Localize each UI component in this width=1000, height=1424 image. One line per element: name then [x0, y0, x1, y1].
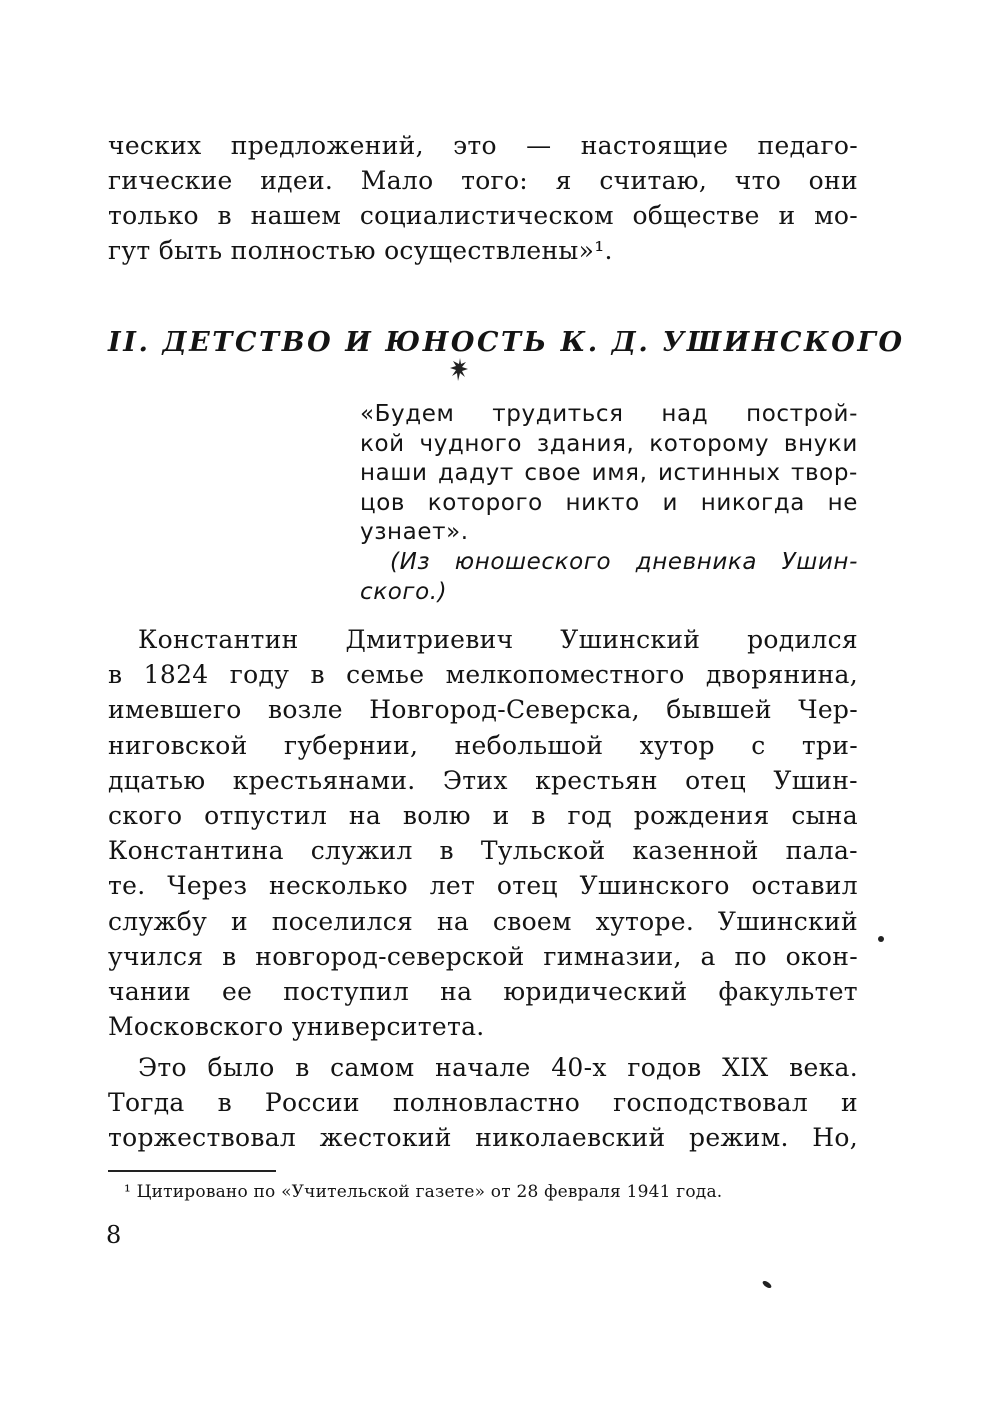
- epigraph-line: «Будем трудиться над построй-: [360, 401, 858, 427]
- epigraph-line: узнает».: [360, 519, 469, 545]
- text-line: в 1824 году в семье мелкопоместного дворянина,: [108, 660, 858, 690]
- epigraph-attribution-line: ского.): [360, 579, 448, 605]
- footnote: ¹ Цитировано по «Учительской газете» от 28 февраля 1941 года.: [124, 1182, 723, 1202]
- text-line: учился в новгород-северской гимназии, а по окон-: [108, 941, 858, 971]
- text-line: Московского университета.: [108, 1012, 485, 1042]
- section-heading: II. ДЕТСТВО И ЮНОСТЬ К. Д. УШИНСКОГО: [108, 327, 905, 358]
- epigraph-attribution-line: (Из юношеского дневника Ушин-: [390, 549, 858, 575]
- text-line: гические идеи. Мало того: я считаю, что они: [108, 166, 858, 195]
- text-line: ского отпустил на волю и в год рождения сына: [108, 801, 858, 830]
- print-speck: [878, 936, 884, 942]
- text-line: торжествовал жестокий николаевский режим. Но,: [108, 1123, 858, 1152]
- text-line: Это было в самом начале 40-х годов XIX века.: [138, 1053, 858, 1082]
- epigraph-line: кой чудного здания, которому внуки: [360, 430, 858, 457]
- text-line: Константин Дмитриевич Ушинский родился: [138, 625, 858, 654]
- text-line: гут быть полностью осуществлены»¹.: [108, 236, 613, 265]
- text-line: ческих предложений, это — настоящие педаго-: [108, 131, 858, 160]
- text-line: службу и поселился на своем хуторе. Ушинский: [108, 906, 858, 936]
- text-line: те. Через несколько лет отец Ушинского оставил: [108, 871, 858, 901]
- print-speck: [761, 1280, 772, 1290]
- text-line: ниговской губернии, небольшой хутор с три-: [108, 730, 858, 760]
- text-line: дцатью крестьянами. Этих крестьян отец Ушин-: [108, 765, 858, 795]
- ornament-icon: [448, 356, 472, 384]
- epigraph-line: цов которого никто и никогда не: [360, 489, 858, 516]
- text-line: Константина служил в Тульской казенной пала-: [108, 836, 858, 866]
- text-line: только в нашем социалистическом обществе и мо-: [108, 201, 858, 230]
- page-number: 8: [106, 1221, 122, 1249]
- epigraph-line: наши дадут свое имя, истинных твор-: [360, 460, 858, 486]
- text-line: имевшего возле Новгород-Северска, бывшей Чер-: [108, 695, 858, 725]
- text-line: чании ее поступил на юридический факультет: [108, 977, 858, 1006]
- footnote-divider: [108, 1170, 276, 1172]
- text-line: Тогда в России полновластно господствовал и: [108, 1088, 858, 1117]
